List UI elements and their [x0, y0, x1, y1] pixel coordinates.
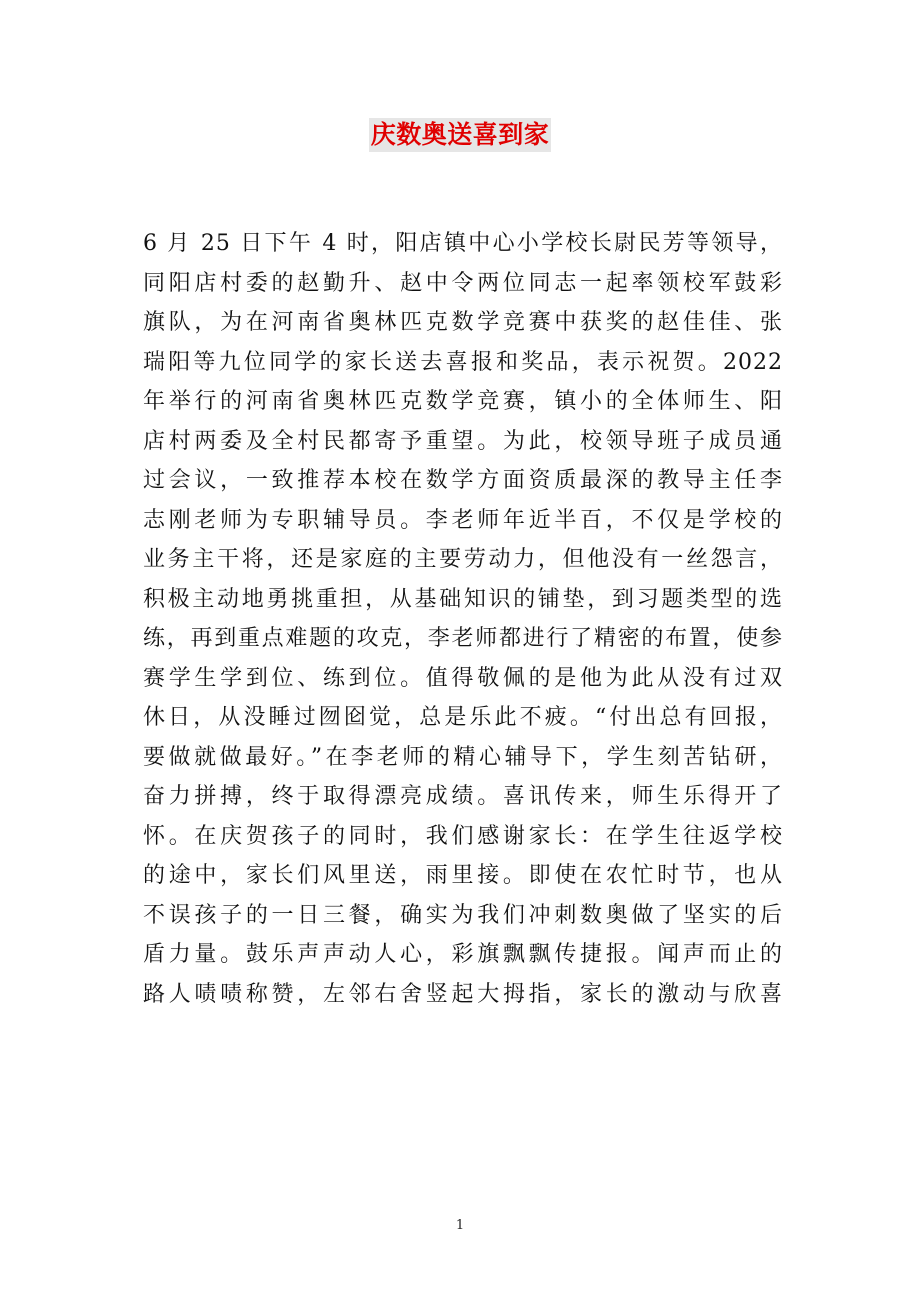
- body-line: 志刚老师为专职辅导员。李老师年近半百，不仅是学校的: [143, 507, 783, 533]
- body-line: 积极主动地勇挑重担，从基础知识的铺垫，到习题类型的选: [143, 586, 783, 612]
- body-line: 休日，从没睡过囫囵觉，总是乐此不疲。“付出总有回报，: [143, 705, 783, 730]
- body-line: 过会议，一致推荐本校在数学方面资质最深的教导主任李: [143, 468, 783, 493]
- body-line: 瑞阳等九位同学的家长送去喜报和奖品，表示祝贺。2022: [143, 349, 783, 375]
- title-container: [0, 118, 920, 152]
- body-line: 的途中，家长们风里送，雨里接。即使在农忙时节，也从: [143, 863, 783, 888]
- body-line: 路人啧啧称赞，左邻右舍竖起大拇指，家长的激动与欣喜: [143, 981, 783, 1007]
- body-line: 业务主干将，还是家庭的主要劳动力，但他没有一丝怨言，: [143, 547, 783, 572]
- body-line: 同阳店村委的赵勤升、赵中令两位同志一起率领校军鼓彩: [143, 270, 783, 296]
- document-body: [143, 224, 783, 1014]
- body-line: 年举行的河南省奥林匹克数学竞赛，镇小的全体师生、阳: [143, 389, 783, 414]
- body-line: 6 月 25 日下午 4 时，阳店镇中心小学校长尉民芳等领导，: [143, 231, 783, 256]
- body-line: 不误孩子的一日三餐，确实为我们冲刺数奥做了坚实的后: [143, 902, 783, 928]
- body-line: 要做就做最好。”在李老师的精心辅导下，学生刻苦钻研，: [143, 744, 783, 770]
- body-line: 盾力量。鼓乐声声动人心，彩旗飘飘传捷报。闻声而止的: [143, 942, 783, 967]
- page-number: 1: [455, 1218, 465, 1233]
- body-line: 怀。在庆贺孩子的同时，我们感谢家长：在学生往返学校: [143, 823, 783, 849]
- document-title: 庆数奥送喜到家: [369, 118, 552, 152]
- body-line: 旗队，为在河南省奥林匹克数学竞赛中获奖的赵佳佳、张: [143, 310, 783, 335]
- body-line: 奋力拼搏，终于取得漂亮成绩。喜讯传来，师生乐得开了: [143, 784, 783, 809]
- body-line: 赛学生学到位、练到位。值得敬佩的是他为此从没有过双: [143, 665, 783, 691]
- body-line: 练，再到重点难题的攻克，李老师都进行了精密的布置，使参: [143, 626, 783, 651]
- body-line: 店村两委及全村民都寄予重望。为此，校领导班子成员通: [143, 428, 783, 454]
